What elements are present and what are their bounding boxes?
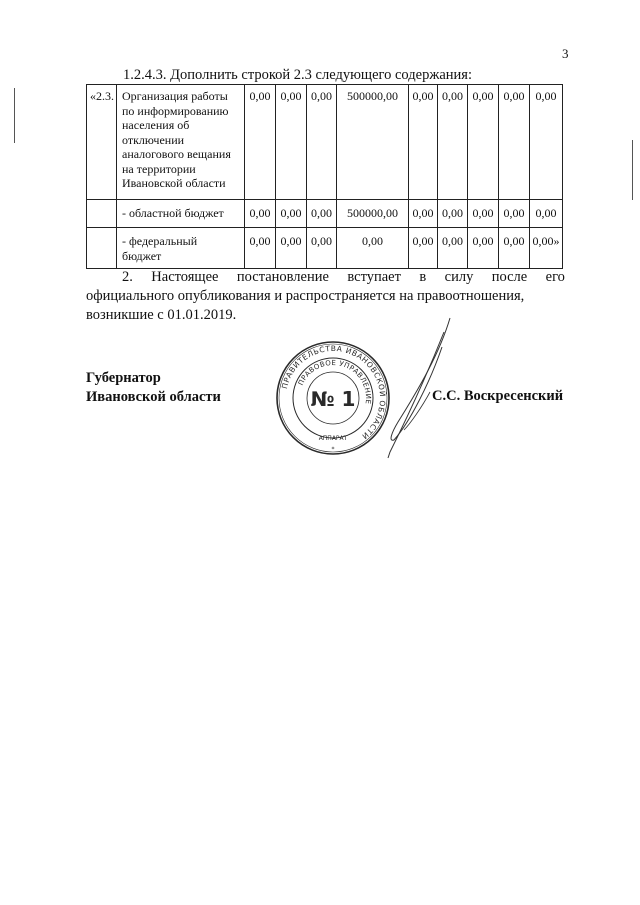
value-cell: 0,00 — [438, 228, 468, 269]
value-cell: 0,00 — [245, 200, 276, 228]
page-number: 3 — [562, 46, 569, 61]
svg-text:ПРАВИТЕЛЬСТВА ИВАНОВСКОЙ ОБЛАС: ПРАВИТЕЛЬСТВА ИВАНОВСКОЙ ОБЛАСТИ — [279, 343, 388, 442]
value-cell: 0,00 — [499, 85, 530, 200]
value-cell: 0,00 — [307, 200, 337, 228]
budget-table — [86, 84, 563, 269]
svg-text:АППАРАТ: АППАРАТ — [318, 435, 348, 442]
value-cell: 500000,00 — [337, 85, 409, 200]
value-cell: 0,00 — [409, 228, 438, 269]
value-cell: 0,00 — [499, 228, 530, 269]
handwritten-signature — [380, 312, 460, 462]
table-row — [87, 200, 563, 228]
value-cell: 0,00 — [245, 85, 276, 200]
row-description: - областной бюджет — [117, 200, 245, 228]
value-cell: 0,00 — [499, 200, 530, 228]
value-cell: 0,00 — [468, 200, 499, 228]
effective-date-paragraph — [86, 268, 565, 325]
value-cell: 0,00 — [276, 85, 307, 200]
intro-text: 1.2.4.3. Дополнить строкой 2.3 следующего содержания: — [123, 67, 472, 83]
stamp-number: № 1 — [310, 387, 356, 411]
value-cell: 0,00 — [438, 200, 468, 228]
value-cell: 0,00 — [337, 228, 409, 269]
row-index — [87, 200, 117, 228]
value-cell: 0,00 — [409, 200, 438, 228]
svg-text:ПРАВОВОЕ УПРАВЛЕНИЕ: ПРАВОВОЕ УПРАВЛЕНИЕ — [296, 358, 373, 405]
value-cell: 0,00 — [409, 85, 438, 200]
scan-margin-mark-right — [632, 140, 633, 200]
value-cell: 0,00 — [530, 200, 563, 228]
value-cell: 0,00 — [276, 200, 307, 228]
row-index: «2.3. — [87, 85, 117, 200]
paragraph-line: 2. Настоящее постановление вступает в силу после его — [122, 269, 565, 285]
value-cell: 0,00 — [276, 228, 307, 269]
value-cell: 0,00 — [468, 85, 499, 200]
scan-margin-mark-left — [14, 88, 15, 143]
value-cell: 0,00 — [307, 228, 337, 269]
paragraph-line: официального опубликования и распространяется на правоотношения, — [86, 288, 525, 304]
table-row — [87, 228, 563, 269]
value-cell: 0,00 — [438, 85, 468, 200]
signatory-title: Губернатор Ивановской области — [86, 370, 221, 405]
value-cell: 500000,00 — [337, 200, 409, 228]
value-cell: 0,00 — [245, 228, 276, 269]
row-description: Организация работы по информированию населения об отключении аналогового вещания на территории Ивановской области — [117, 85, 245, 200]
value-cell: 0,00 — [307, 85, 337, 200]
official-stamp — [275, 340, 391, 456]
svg-text:*: * — [331, 446, 335, 453]
value-cell: 0,00 — [468, 228, 499, 269]
signatory-name: С.С. Воскресенский — [432, 388, 564, 404]
paragraph-line: возникшие с 01.01.2019. — [86, 307, 237, 323]
row-index — [87, 228, 117, 269]
row-description: - федеральный бюджет — [117, 228, 245, 269]
value-cell: 0,00 — [530, 85, 563, 200]
value-cell: 0,00» — [530, 228, 563, 269]
table-row — [87, 85, 563, 200]
